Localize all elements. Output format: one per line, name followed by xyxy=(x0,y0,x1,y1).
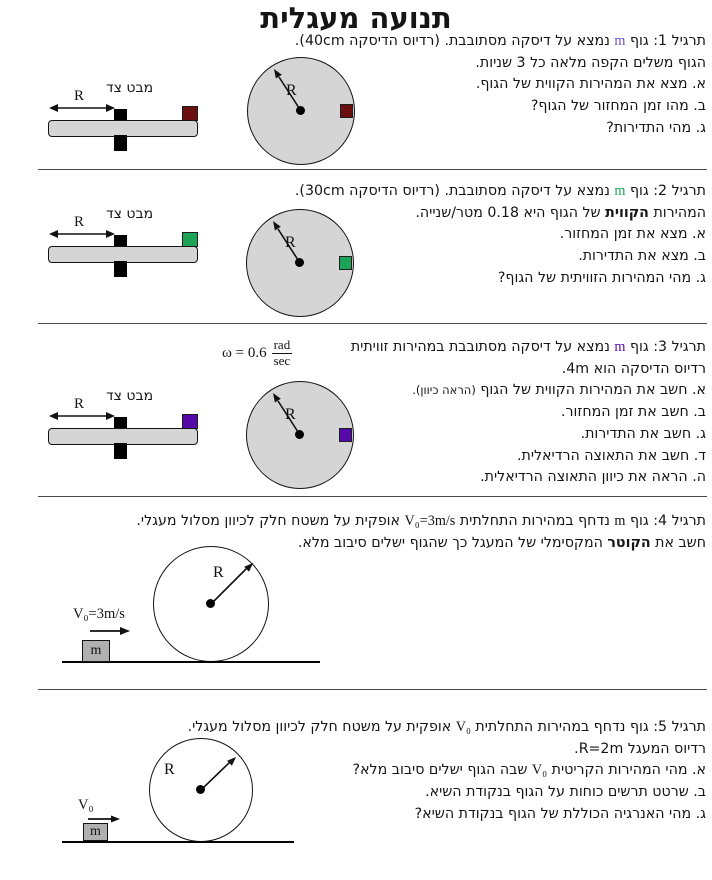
axle xyxy=(114,443,127,459)
section-divider xyxy=(38,689,707,690)
mass-block: m xyxy=(82,640,110,662)
radius-label: R xyxy=(74,396,85,412)
exercise-2-question-b: ב. מצא את התדירות. xyxy=(578,248,706,265)
radius-label: R xyxy=(213,564,224,581)
exercise-3-question-c: ג. חשב את התדירות. xyxy=(580,425,706,442)
radius-label: R xyxy=(286,82,297,99)
exercise-2-question-a: א. מצא את זמן המחזור. xyxy=(559,226,706,243)
exercise-1-side-view xyxy=(40,80,208,158)
exercise-5-question-c: ג. מהי האנרגיה הכוללת של הגוף בנקודת השיא? xyxy=(414,805,706,822)
exercise-5-question-a: א. מהי המהירות הקריטית V₀ שבה הגוף ישלים סיבוב מלא? xyxy=(352,762,706,779)
ground-line xyxy=(62,841,294,843)
radius-double-arrow xyxy=(48,410,116,422)
radius-label: R xyxy=(164,761,175,778)
exercise-4-line-2: חשב את הקוטר המקסימלי של המעגל כך שהגוף ישלים סיבוב מלא. xyxy=(297,534,706,551)
initial-velocity-value: V₀=3m/s xyxy=(404,513,456,529)
exercise-3-question-e: ה. הראה את כיוון התאוצה הרדיאלית. xyxy=(480,469,706,486)
exercise-1-disk-diagram xyxy=(246,56,360,170)
exercise-2-disk-diagram xyxy=(245,208,359,322)
side-view-label: מבט צד xyxy=(106,80,154,96)
mass-symbol: m xyxy=(614,33,626,49)
loop-center-dot xyxy=(196,785,205,794)
initial-velocity-symbol: V₀ xyxy=(455,719,471,735)
rad-per-sec-fraction: $\frac{\text{rad}}{\sec}$ xyxy=(273,337,291,368)
loop-center-dot xyxy=(206,599,215,608)
exercise-2-side-view xyxy=(40,206,208,284)
exercise-5-question-b: ב. שרטט תרשים כוחות על הגוף בנקודת השיא. xyxy=(425,784,706,801)
disk-center-dot xyxy=(295,258,304,267)
exercise-4-loop-diagram xyxy=(60,540,330,666)
exercise-5-line-2: רדיוס המעגל R=2m. xyxy=(574,740,706,757)
exercise-2-line-1: תרגיל 2: גוף m נמצא על דיסקה מסתובבת. (רדיוס הדיסקה 30cm). xyxy=(294,183,706,199)
exercise-3-line-1: תרגיל 3: גוף m נמצא על דיסקה מסתובבת במהירות זוויתית xyxy=(350,339,706,355)
exercise-3-question-d: ד. חשב את התאוצה הרדיאלית. xyxy=(516,447,706,464)
mass-marker xyxy=(340,104,353,118)
mass-block: m xyxy=(83,823,108,841)
radius-double-arrow xyxy=(48,102,116,114)
mass-block xyxy=(182,106,198,121)
exercise-1-question-a: א. מצא את המהירות הקווית של הגוף. xyxy=(475,76,706,93)
page-title: תנועה מעגלית xyxy=(260,1,452,35)
exercise-1-question-b: ב. מהו זמן המחזור של הגוף? xyxy=(530,98,706,115)
radius-label: R xyxy=(285,234,296,251)
exercise-3-line-2: רדיוס הדיסקה הוא 4m. xyxy=(561,360,706,377)
side-view-label: מבט צד xyxy=(106,388,154,404)
velocity-arrow xyxy=(88,624,132,638)
exercise-1-question-c: ג. מהי התדירות? xyxy=(606,119,706,136)
radius-label: R xyxy=(74,88,85,104)
mass-symbol: m xyxy=(614,339,626,355)
initial-velocity-label: V₀ xyxy=(78,797,94,813)
disk-center-dot xyxy=(295,430,304,439)
section-divider xyxy=(38,169,707,170)
section-divider xyxy=(38,496,707,497)
mass-block xyxy=(182,232,198,247)
initial-velocity-symbol: V₀ xyxy=(531,762,548,779)
exercise-2-question-c: ג. מהי המהירות הזוויתית של הגוף? xyxy=(497,269,706,286)
mass-symbol: m xyxy=(614,183,626,199)
disk-center-dot xyxy=(296,106,305,115)
exercise-1-line-2: הגוף משלים הקפה מלאה כל 3 שניות. xyxy=(475,54,706,71)
side-view-label: מבט צד xyxy=(106,206,154,222)
radius-label: R xyxy=(74,214,85,230)
exercise-3-question-b: ב. חשב את זמן המחזור. xyxy=(561,404,706,421)
initial-velocity-label: V₀=3m/s xyxy=(73,606,125,622)
exercise-1-line-1: תרגיל 1: גוף m נמצא על דיסקה מסתובבת. (רדיוס הדיסקה 40cm). xyxy=(294,33,706,49)
mass-symbol: m xyxy=(614,513,626,529)
exercise-2-line-2: המהירות הקווית של הגוף היא 0.18 מטר/שנייה. xyxy=(415,204,706,221)
mass-block xyxy=(182,414,198,429)
mass-marker xyxy=(339,428,352,442)
axle xyxy=(114,261,127,277)
section-divider xyxy=(38,323,707,324)
radius-double-arrow xyxy=(48,228,116,240)
mass-marker xyxy=(339,256,352,270)
exercise-4-line-1: תרגיל 4: גוף m נדחף במהירות התחלתית V₀=3m/s אופקית על משטח חלק לכיוון מסלול מעגלי. xyxy=(136,513,706,529)
angular-velocity-formula: ω = 0.6 $\frac{\text{rad}}{\sec}$ xyxy=(222,337,291,368)
exercise-5-loop-diagram xyxy=(60,735,300,847)
axle xyxy=(114,135,127,151)
exercise-3-question-a: א. חשב את המהירות הקווית של הגוף (הראה כיוון). xyxy=(412,382,706,399)
exercise-3-text xyxy=(351,337,706,489)
exercise-5-line-1: תרגיל 5: גוף נדחף במהירות התחלתית V₀ אופקית על משטח חלק לכיוון מסלול מעגלי. xyxy=(187,719,706,735)
exercise-3-disk-diagram xyxy=(245,380,359,494)
radius-label: R xyxy=(285,406,296,423)
exercise-3-side-view xyxy=(40,388,208,466)
